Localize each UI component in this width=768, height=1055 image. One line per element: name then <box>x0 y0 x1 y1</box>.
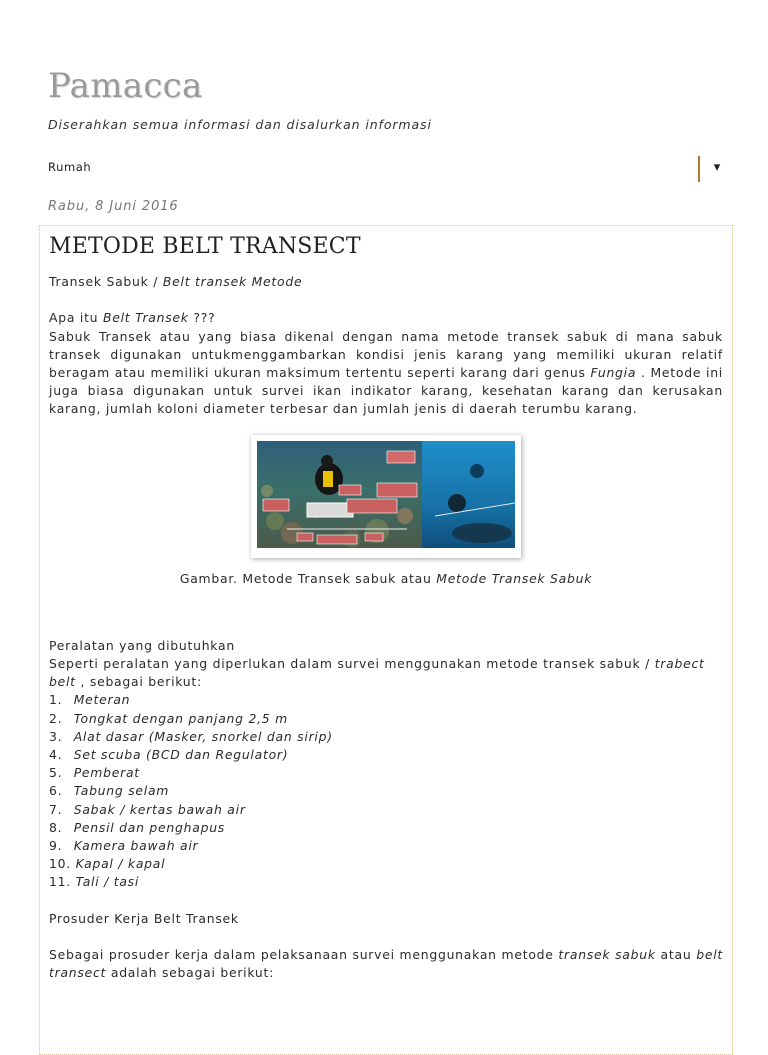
procedure-italic-1: transek sabuk <box>558 947 656 963</box>
belt-transect-image[interactable] <box>251 435 521 558</box>
post-title: METODE BELT TRANSECT <box>49 234 361 259</box>
list-item-text: Pemberat <box>73 765 140 781</box>
intro-italic: Fungia <box>590 365 637 380</box>
procedure-mid: atau <box>655 947 697 963</box>
list-item-text: Tabung selam <box>73 783 170 799</box>
list-item-number: 3. <box>49 728 63 744</box>
question-italic: Belt Transek <box>102 310 189 326</box>
list-item-number: 5. <box>49 765 63 781</box>
list-item-text: Pensil dan penghapus <box>73 819 226 835</box>
post-body <box>49 234 723 983</box>
procedure-plain: Sebagai prosuder kerja dalam pelaksanaan survei menggunakan metode <box>49 947 559 963</box>
list-item-number: 8. <box>49 819 63 835</box>
procedure-italic-2: belt transect <box>49 947 723 981</box>
nav-dropdown-icon[interactable]: ▾ <box>713 160 721 175</box>
list-item-number: 1. <box>49 692 63 708</box>
list-item <box>49 801 723 819</box>
figure-wrapper <box>49 435 723 558</box>
equipment-list <box>49 691 723 891</box>
blog-tagline: Diserahkan semua informasi dan disalurkan informasi <box>48 117 432 132</box>
procedure-paragraph <box>49 946 723 982</box>
subtitle-italic: Belt transek Metode <box>162 274 303 289</box>
post-container <box>39 225 733 1055</box>
list-item-text: Meteran <box>73 692 131 708</box>
list-item-text: Tali / tasi <box>75 874 140 890</box>
list-item <box>49 691 723 709</box>
list-item-text: Set scuba (BCD dan Regulator) <box>73 746 289 762</box>
list-item-text: Sabak / kertas bawah air <box>73 801 246 817</box>
list-item-number: 9. <box>49 838 63 853</box>
list-item <box>49 728 723 746</box>
list-item <box>49 746 723 764</box>
intro-paragraph <box>49 328 723 419</box>
list-item <box>49 764 723 782</box>
list-item-number: 11. <box>49 874 71 890</box>
list-item-number: 4. <box>49 746 63 762</box>
subtitle-plain: Transek Sabuk / <box>49 274 163 289</box>
list-item <box>49 782 723 800</box>
question-line <box>49 309 723 327</box>
caption-plain: Gambar. Metode Transek sabuk atau <box>179 571 437 586</box>
list-item-text: Tongkat dengan panjang 2,5 m <box>73 710 288 726</box>
list-item <box>49 873 723 891</box>
list-item-number: 7. <box>49 801 63 817</box>
procedure-end: adalah sebagai berikut: <box>106 965 275 981</box>
list-item-text: Kamera bawah air <box>73 838 199 853</box>
equipment-intro <box>49 655 723 691</box>
nav-home-link[interactable]: Rumah <box>48 160 92 174</box>
blog-title[interactable]: Pamacca <box>48 66 203 106</box>
equipment-heading: Peralatan yang dibutuhkan <box>49 637 235 653</box>
list-item-text: Kapal / kapal <box>75 856 166 872</box>
equipment-intro-italic: trabect belt <box>49 655 705 690</box>
question-plain: Apa itu <box>49 310 103 326</box>
underwater-survey-illustration <box>257 441 515 548</box>
caption-italic: Metode Transek Sabuk <box>436 571 593 586</box>
list-item <box>49 819 723 837</box>
question-end: ??? <box>188 310 216 326</box>
list-item <box>49 710 723 728</box>
list-item <box>49 837 723 855</box>
nav-divider <box>698 156 700 182</box>
list-item-number: 2. <box>49 710 63 726</box>
procedure-heading: Prosuder Kerja Belt Transek <box>49 910 239 926</box>
intro-text-1: Sabuk Transek atau yang biasa dikenal dengan nama metode transek sabuk di mana sabuk transek digunakan untukmenggambarkan kondisi jenis karang yang memiliki ukuran relatif beragam atau memiliki ukuran maksimum tertentu seperti karang dari genus <box>49 328 723 380</box>
list-item-number: 10. <box>49 856 71 872</box>
list-item <box>49 855 723 873</box>
equipment-intro-plain: Seperti peralatan yang diperlukan dalam survei menggunakan metode transek sabuk / <box>49 655 655 671</box>
intro-text-2: . Metode ini juga biasa digunakan untuk survei ikan indikator karang, kesehatan karang dan kerusakan karang, jumlah koloni diameter terbesar dan jumlah jenis di daerah terumbu karang. <box>49 365 724 417</box>
figure-caption <box>49 570 723 588</box>
post-date: Rabu, 8 Juni 2016 <box>48 199 179 214</box>
list-item-text: Alat dasar (Masker, snorkel dan sirip) <box>73 728 333 744</box>
equipment-intro-end: , sebagai berikut: <box>75 674 202 690</box>
post-subtitle <box>49 273 723 291</box>
list-item-number: 6. <box>49 783 63 799</box>
